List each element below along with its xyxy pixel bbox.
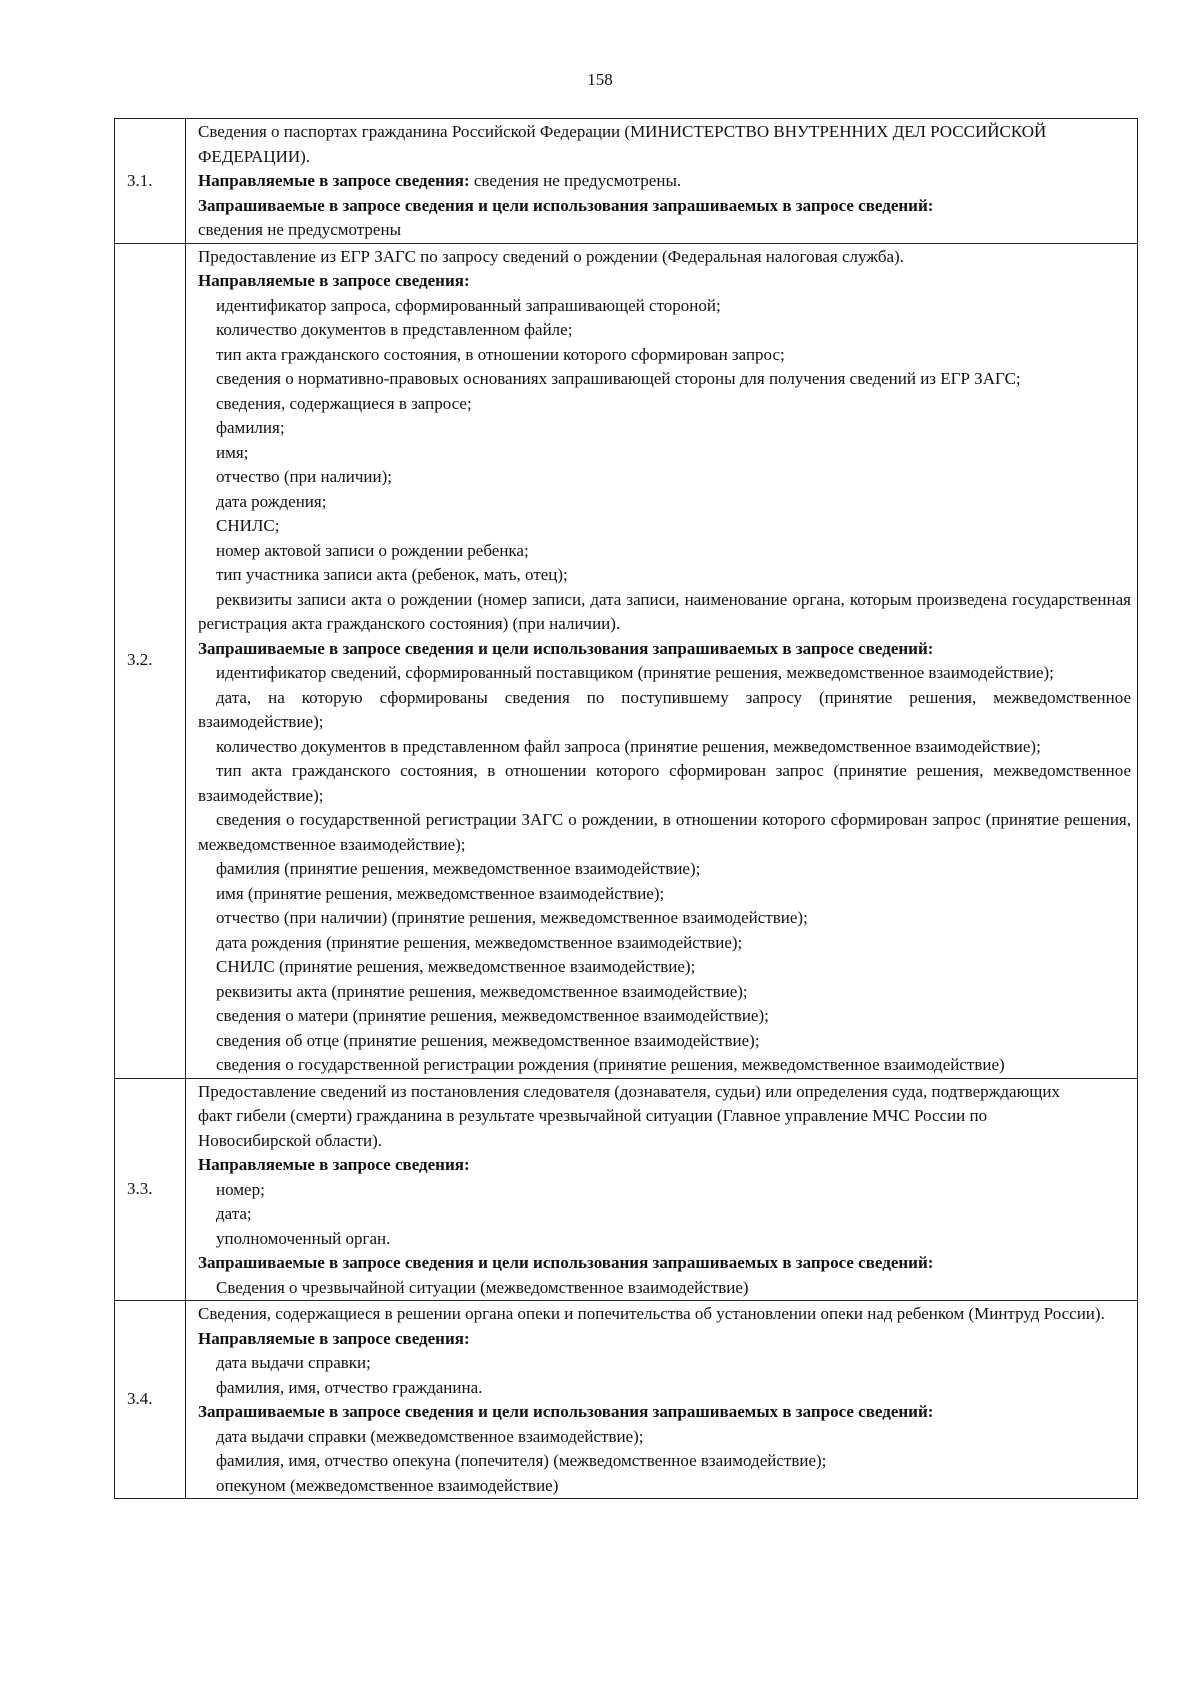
requests-table xyxy=(114,118,1138,1499)
section-heading: Направляемые в запросе сведения: xyxy=(198,271,470,290)
row-number: 3.4. xyxy=(115,1301,186,1499)
list-item: количество документов в представленном файле; xyxy=(216,320,573,339)
list-item: тип участника записи акта (ребенок, мать, отец); xyxy=(216,565,568,584)
table-row xyxy=(115,243,1138,1078)
row-content xyxy=(186,1301,1138,1499)
page-number: 158 xyxy=(587,70,613,89)
paragraph: Сведения о паспортах гражданина Российской Федерации (МИНИСТЕРСТВО ВНУТРЕННИХ ДЕЛ РОССИЙСКОЙ ФЕДЕРАЦИИ). xyxy=(198,122,1047,166)
list-item: количество документов в представленном файл запроса (принятие решения, межведомственное взаимодействие); xyxy=(216,736,1041,756)
row-content xyxy=(186,119,1138,244)
section-heading: Направляемые в запросе сведения: xyxy=(198,171,470,190)
list-item: Сведения о чрезвычайной ситуации (межведомственное взаимодействие) xyxy=(216,1277,749,1297)
list-item: сведения о нормативно-правовых основаниях запрашивающей стороны для получения сведений из ЕГР ЗАГС; xyxy=(216,369,1021,388)
list-item: фамилия, имя, отчество опекуна (попечителя) (межведомственное взаимодействие); xyxy=(216,1451,827,1470)
list-item: номер актовой записи о рождении ребенка; xyxy=(216,540,529,560)
list-item: реквизиты записи акта о рождении (номер записи, дата записи, наименование органа, которым произведена государственная регистрация акта гражданского состояния) (при наличии). xyxy=(198,589,1131,633)
list-item: дата, на которую сформированы сведения по поступившему запросу (принятие решения, межведомственное взаимодействие); xyxy=(198,687,1131,731)
paragraph: Сведения, содержащиеся в решении органа опеки и попечительства об установлении опеки над ребенком (Минтруд России). xyxy=(198,1304,1105,1323)
list-item: сведения, содержащиеся в запросе; xyxy=(216,393,472,413)
paragraph-text: сведения не предусмотрены. xyxy=(469,171,682,190)
list-item: дата выдачи справки (межведомственное взаимодействие); xyxy=(216,1426,644,1446)
list-item: дата; xyxy=(216,1204,252,1223)
list-item: дата рождения; xyxy=(216,491,327,511)
list-item: дата рождения (принятие решения, межведомственное взаимодействие); xyxy=(216,932,743,952)
list-item: тип акта гражданского состояния, в отношении которого сформирован запрос; xyxy=(216,344,785,364)
list-item: уполномоченный орган. xyxy=(216,1228,391,1248)
list-item: сведения о матери (принятие решения, межведомственное взаимодействие); xyxy=(216,1006,769,1025)
list-item: дата выдачи справки; xyxy=(216,1353,371,1372)
list-item: имя; xyxy=(216,442,249,462)
list-item: СНИЛС (принятие решения, межведомственное взаимодействие); xyxy=(216,957,696,976)
list-item: сведения о государственной регистрации рождения (принятие решения, межведомственное взаимодействие) xyxy=(216,1055,1005,1074)
row-number: 3.1. xyxy=(115,119,186,244)
list-item: тип акта гражданского состояния, в отношении которого сформирован запрос (принятие решения, межведомственное взаимодействие); xyxy=(198,761,1131,805)
list-item: фамилия (принятие решения, межведомственное взаимодействие); xyxy=(216,859,701,878)
paragraph: Предоставление сведений из постановления следователя (дознавателя, судьи) или определения суда, подтверждающих факт гибели (смерти) гражданина в результате чрезвычайной ситуации (Главное управление МЧС России по Новосибирской области). xyxy=(198,1081,1060,1150)
list-item: идентификатор запроса, сформированный запрашивающей стороной; xyxy=(216,295,721,315)
list-item: сведения об отце (принятие решения, межведомственное взаимодействие); xyxy=(216,1030,760,1050)
paragraph: Предоставление из ЕГР ЗАГС по запросу сведений о рождении (Федеральная налоговая служба). xyxy=(198,246,904,266)
list-item: опекуном (межведомственное взаимодействие) xyxy=(216,1475,559,1495)
section-heading: Запрашиваемые в запросе сведения и цели использования запрашиваемых в запросе сведений: xyxy=(198,1253,934,1272)
section-heading: Направляемые в запросе сведения: xyxy=(198,1328,470,1348)
paragraph-with-label xyxy=(198,169,1131,194)
list-item: сведения о государственной регистрации ЗАГС о рождении, в отношении которого сформирован запрос (принятие решения, межведомственное взаимодействие); xyxy=(198,810,1131,854)
row-content xyxy=(186,1078,1138,1301)
row-number: 3.2. xyxy=(115,243,186,1078)
table-row xyxy=(115,119,1138,244)
list-item: отчество (при наличии) (принятие решения, межведомственное взаимодействие); xyxy=(216,908,808,927)
list-item: фамилия, имя, отчество гражданина. xyxy=(216,1377,483,1397)
list-item: номер; xyxy=(216,1179,265,1199)
list-item: отчество (при наличии); xyxy=(216,467,392,486)
table-row xyxy=(115,1301,1138,1499)
table-row xyxy=(115,1078,1138,1301)
section-heading: Запрашиваемые в запросе сведения и цели использования запрашиваемых в запросе сведений: xyxy=(198,1402,934,1421)
list-item: фамилия; xyxy=(216,418,285,437)
section-heading: Запрашиваемые в запросе сведения и цели использования запрашиваемых в запросе сведений: xyxy=(198,638,934,658)
row-number: 3.3. xyxy=(115,1078,186,1301)
requests-table-body xyxy=(115,119,1138,1499)
list-item: идентификатор сведений, сформированный поставщиком (принятие решения, межведомственное взаимодействие); xyxy=(216,663,1054,682)
list-item: СНИЛС; xyxy=(216,516,280,535)
list-item: реквизиты акта (принятие решения, межведомственное взаимодействие); xyxy=(216,981,748,1001)
section-heading: Направляемые в запросе сведения: xyxy=(198,1155,470,1174)
row-content xyxy=(186,243,1138,1078)
paragraph: сведения не предусмотрены xyxy=(198,220,401,239)
list-item: имя (принятие решения, межведомственное взаимодействие); xyxy=(216,883,665,903)
section-heading: Запрашиваемые в запросе сведения и цели использования запрашиваемых в запросе сведений: xyxy=(198,195,934,215)
